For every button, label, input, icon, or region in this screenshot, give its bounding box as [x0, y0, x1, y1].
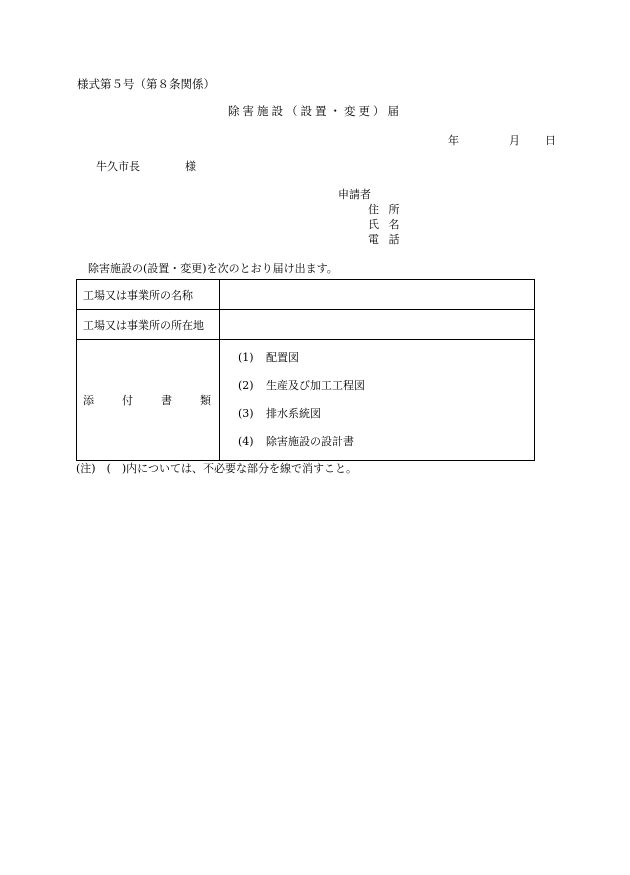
- info-table: [76, 279, 535, 461]
- table-row-factory-location: [77, 310, 535, 340]
- applicant-phone-label: 電 話: [368, 233, 403, 246]
- factory-location-label: 工場又は事業所の所在地: [77, 310, 220, 340]
- table-row-factory-name: [77, 280, 535, 310]
- intro-text: 除害施設の(設置・変更)を次のとおり届け出ます。: [88, 262, 338, 275]
- list-item: (4) 除害施設の設計書: [238, 435, 354, 448]
- addressee-honorific: 様: [185, 160, 196, 173]
- form-number: 様式第５号（第８条関係）: [77, 77, 215, 91]
- list-item: (2) 生産及び加工工程図: [238, 379, 365, 392]
- attachments-label-char: 付: [122, 394, 133, 407]
- footnote: (注) ( )内については、不必要な部分を線で消すこと。: [76, 462, 357, 475]
- list-item: (3) 排水系統図: [238, 407, 321, 420]
- form-title: 除害施設（設置・変更）届: [228, 104, 402, 118]
- factory-location-value: [220, 310, 535, 340]
- attachments-list-cell: [220, 340, 535, 461]
- date-month: 月: [509, 134, 520, 147]
- attachments-label-char: 類: [200, 394, 211, 407]
- list-item: (1) 配置図: [238, 351, 299, 364]
- attachments-label-char: 添: [83, 394, 94, 407]
- date-line: [448, 134, 556, 147]
- attachments-label-char: 書: [161, 394, 172, 407]
- table-row-attachments: [77, 340, 535, 461]
- addressee-name: 牛久市長: [96, 160, 140, 173]
- applicant-name-label: 氏 名: [368, 218, 403, 231]
- date-year: 年: [448, 134, 459, 147]
- addressee: [96, 160, 196, 173]
- factory-name-value: [220, 280, 535, 310]
- date-day: 日: [545, 134, 556, 147]
- factory-name-label: 工場又は事業所の名称: [77, 280, 220, 310]
- attachments-list: [226, 344, 534, 456]
- applicant-address-label: 住 所: [368, 203, 403, 216]
- attachments-label-cell: [77, 340, 220, 461]
- applicant-label: 申請者: [338, 188, 371, 201]
